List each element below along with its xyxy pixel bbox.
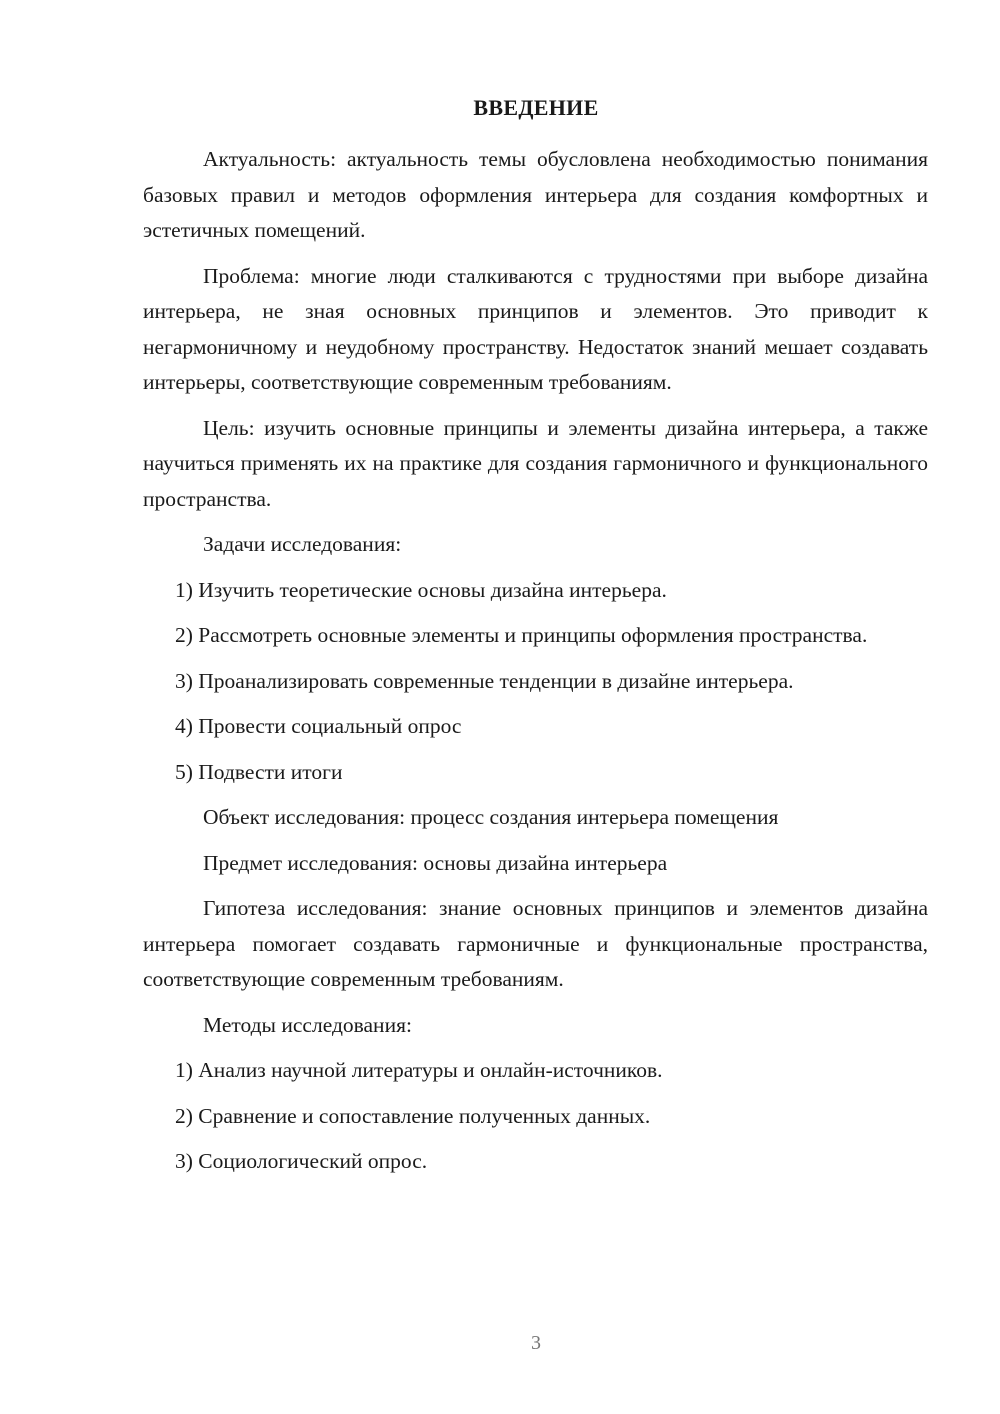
subject-paragraph: Предмет исследования: основы дизайна интерьера [203,850,668,875]
method-item-2: 2) Сравнение и сопоставление полученных данных. [175,1103,651,1128]
task-item-3: 3) Проанализировать современные тенденции в дизайне интерьера. [175,668,794,693]
task-item-4: 4) Провести социальный опрос [175,714,462,738]
methods-heading: Методы исследования: [203,1012,412,1037]
goal-paragraph: Цель: изучить основные принципы и элементы дизайна интерьера, а также научиться применять их на практике для создания гармоничного и функционального пространства. [143,415,928,511]
task-item-5: 5) Подвести итоги [175,759,343,784]
page-number: 3 [531,1332,541,1354]
task-item-1: 1) Изучить теоретические основы дизайна интерьера. [175,577,667,602]
method-item-1: 1) Анализ научной литературы и онлайн-источников. [175,1058,663,1082]
relevance-paragraph: Актуальность: актуальность темы обусловлена необходимостью понимания базовых правил и методов оформления интерьера для создания комфортных и эстетичных помещений. [143,147,928,242]
problem-paragraph: Проблема: многие люди сталкиваются с трудностями при выборе дизайна интерьера, не зная основных принципов и элементов. Это приводит к негармоничному и неудобному пространству. Недостаток знаний мешает создавать интерьеры, соответствующие современным требованиям. [143,263,928,394]
method-item-3: 3) Социологический опрос. [175,1149,428,1173]
task-item-2: 2) Рассмотреть основные элементы и принципы оформления пространства. [175,623,868,647]
document-body [143,142,928,1190]
page-title: ВВЕДЕНИЕ [473,95,599,120]
hypothesis-paragraph: Гипотеза исследования: знание основных принципов и элементов дизайна интерьера помогает создавать гармоничные и функциональные пространства, соответствующие современным требованиям. [143,896,928,991]
tasks-heading: Задачи исследования: [203,532,402,556]
object-paragraph: Объект исследования: процесс создания интерьера помещения [203,805,779,829]
